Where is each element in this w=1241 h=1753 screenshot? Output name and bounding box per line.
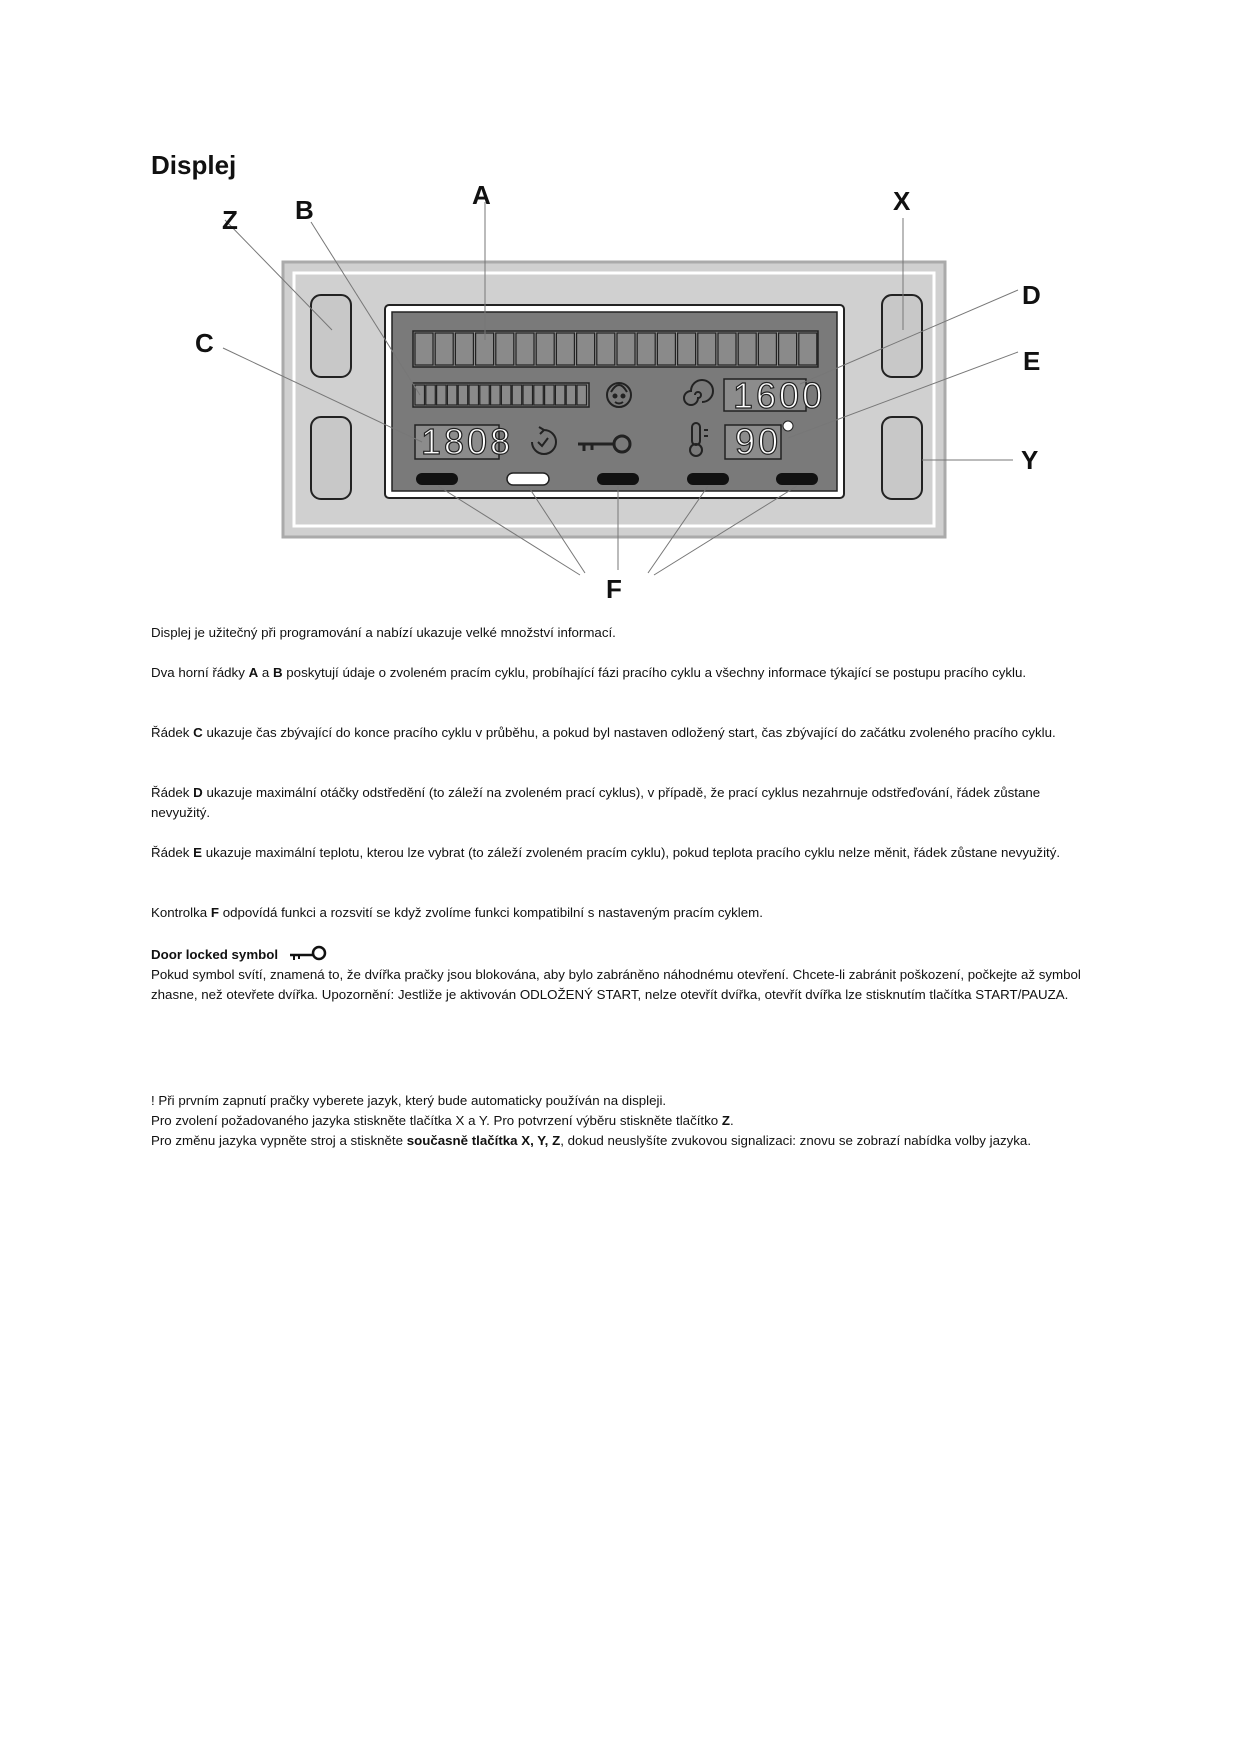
intro-text: Displej je užitečný při programování a nabízí ukazuje velké množství informací. — [151, 625, 616, 640]
lang2-label-z: Z — [721, 1113, 730, 1128]
door-locked-text: Pokud symbol svítí, znamená to, že dvířka pračky jsou blokována, aby bylo zabráněno náhodnému otevření. Chcete-li zabránit poškození, počkejte až symbol zhasne, než otevřete dvířka. Upozornění: Jestliže je aktivován ODLOŽENÝ START, nelze otevřít dvířka, otevřít dvířka lze stisknutím tlačítka START/PAUZA. — [151, 967, 1081, 1003]
label-z: Z — [222, 205, 238, 235]
p1-label-a: A — [248, 665, 259, 680]
indicator-light-4 — [687, 473, 729, 485]
lang2-text-a: Pro zvolení požadovaného jazyka stiskněte tlačítka X a Y. Pro potvrzení výběru stiskněte tlačítko — [151, 1113, 722, 1128]
row-a-cell — [718, 333, 736, 365]
label-f: F — [606, 574, 622, 604]
p1-text-c: a — [258, 665, 273, 680]
p4-label-e: E — [193, 845, 203, 860]
temperature-display: 90 — [735, 421, 782, 462]
row-a-cell — [657, 333, 675, 365]
lang3-text-c: , dokud neuslyšíte zvukovou signalizaci: znovu se zobrazí nabídka volby jazyka. — [560, 1133, 1032, 1148]
paragraph-row-e — [151, 843, 1091, 863]
p5-text-c: odpovídá funkci a rozsvití se když zvolíme funkci kompatibilní s nastaveným pracím cyklem. — [219, 905, 763, 920]
row-b-cell — [566, 385, 576, 405]
label-b: B — [295, 195, 314, 225]
p2-text-c: ukazuje čas zbývající do konce pracího cyklu v průběhu, a pokud byl nastaven odložený start, čas zbývající do začátku zvoleného pracího cyklu. — [202, 725, 1056, 740]
display-diagram — [180, 180, 1100, 610]
row-b-cell — [512, 385, 522, 405]
button-x — [882, 295, 922, 377]
row-a-cell — [415, 333, 433, 365]
p2-label-c: C — [193, 725, 203, 740]
row-a-cell — [536, 333, 554, 365]
row-b-cell — [501, 385, 511, 405]
row-a-cell — [516, 333, 534, 365]
button-z — [311, 295, 351, 377]
row-a-cell — [556, 333, 574, 365]
row-b-cell — [523, 385, 533, 405]
row-a-cell — [758, 333, 776, 365]
door-key-icon — [288, 945, 328, 965]
row-b-cell — [577, 385, 587, 405]
label-d: D — [1022, 280, 1041, 310]
row-a-cell — [698, 333, 716, 365]
p5-label-f: F — [210, 905, 219, 920]
door-locked-section — [151, 945, 1091, 1005]
label-a: A — [472, 180, 491, 210]
row-a-cell — [678, 333, 696, 365]
row-b-cell — [534, 385, 544, 405]
row-b-cell — [447, 385, 457, 405]
label-c: C — [195, 328, 214, 358]
spin-speed-display: 1600 — [733, 375, 826, 416]
p1-text-a: Dva horní řádky — [151, 665, 249, 680]
row-b-cell — [469, 385, 479, 405]
row-a-cell — [496, 333, 514, 365]
row-a-cell — [799, 333, 817, 365]
p3-label-d: D — [193, 785, 203, 800]
p3-text-c: ukazuje maximální otáčky odstředění (to záleží na zvoleném prací cyklus), v případě, že prací cyklus nezahrnuje odstřeďování, řádek zůstane nevyužitý. — [151, 785, 1041, 820]
row-a-cell — [435, 333, 453, 365]
label-e: E — [1023, 346, 1041, 376]
indicator-light-3 — [597, 473, 639, 485]
lang2-text-c: . — [729, 1113, 734, 1128]
degree-dot — [783, 421, 793, 431]
p4-text-a: Řádek — [151, 845, 194, 860]
row-b-cell — [491, 385, 501, 405]
p1-text-e: poskytují údaje o zvoleném pracím cyklu, probíhající fázi pracího cyklu a všechny informace týkající se postupu pracího cyklu. — [282, 665, 1027, 680]
paragraph-rows-a-b — [151, 663, 1091, 683]
door-locked-heading: Door locked symbol — [151, 947, 279, 963]
paragraph-row-d — [151, 783, 1091, 823]
page-title: Displej — [151, 150, 237, 180]
button-left-lower — [311, 417, 351, 499]
row-b-cell — [555, 385, 565, 405]
row-b-cell — [480, 385, 490, 405]
label-x: X — [893, 186, 911, 216]
row-b-cell — [426, 385, 436, 405]
p3-text-a: Řádek — [151, 785, 194, 800]
indicator-light-1 — [416, 473, 458, 485]
row-a-cell — [637, 333, 655, 365]
p2-text-a: Řádek — [151, 725, 194, 740]
row-b-cell — [545, 385, 555, 405]
display-panel-drawing — [180, 180, 1100, 610]
row-a-cell — [779, 333, 797, 365]
paragraph-indicator-f — [151, 903, 1091, 923]
row-b-cell — [458, 385, 468, 405]
language-line-1: ! Při prvním zapnutí pračky vyberete jazyk, který bude automaticky používán na displeji. — [151, 1093, 667, 1108]
label-y: Y — [1021, 445, 1039, 475]
row-a-cell — [455, 333, 473, 365]
button-y — [882, 417, 922, 499]
row-a-cell — [597, 333, 615, 365]
lang3-text-a: Pro změnu jazyka vypněte stroj a stiskněte — [151, 1133, 407, 1148]
indicator-light-2 — [507, 473, 549, 485]
row-a-cell — [738, 333, 756, 365]
time-remaining-display: 1808 — [421, 421, 514, 462]
lang3-buttons: současně tlačítka X, Y, Z — [406, 1133, 561, 1148]
p1-label-b: B — [272, 665, 283, 680]
row-a-cell — [577, 333, 595, 365]
language-section — [151, 1091, 1091, 1151]
p4-text-c: ukazuje maximální teplotu, kterou lze vybrat (to záleží zvoleném pracím cyklu), pokud teplota pracího cyklu nelze měnit, řádek zůstane nevyužitý. — [202, 845, 1061, 860]
row-b-cell — [437, 385, 447, 405]
indicator-light-5 — [776, 473, 818, 485]
intro-paragraph — [151, 623, 1091, 643]
p5-text-a: Kontrolka — [151, 905, 211, 920]
paragraph-row-c — [151, 723, 1091, 743]
row-a-cell — [617, 333, 635, 365]
